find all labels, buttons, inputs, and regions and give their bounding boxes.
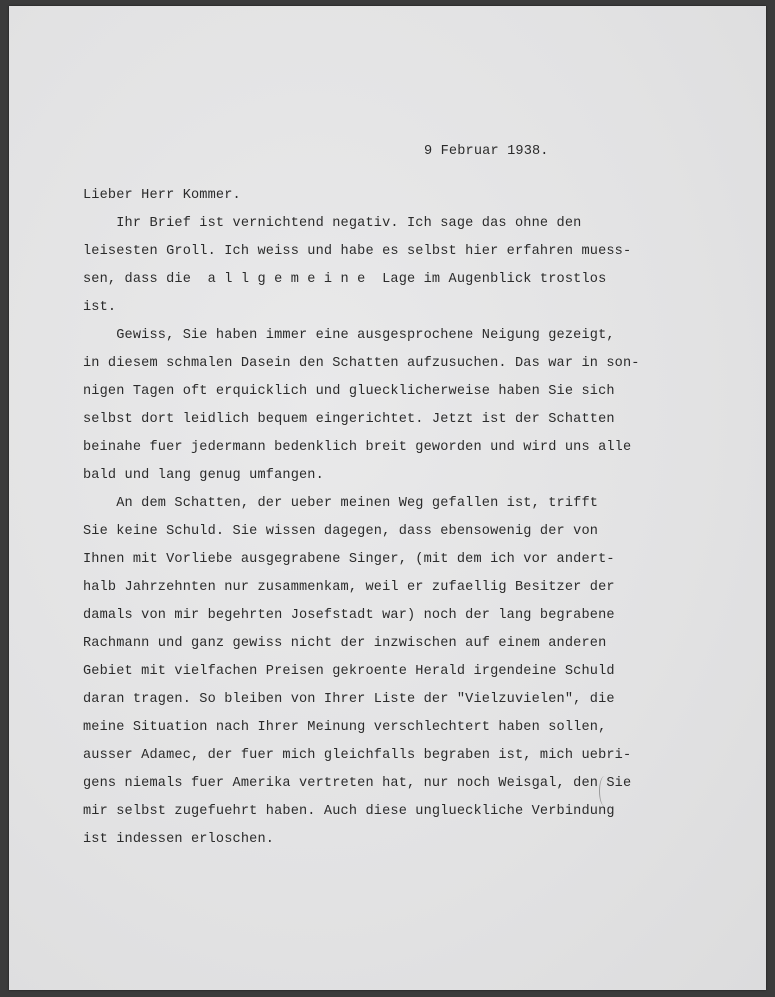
text-line: Ihnen mit Vorliebe ausgegrabene Singer, (mit dem ich vor andert- xyxy=(83,552,615,567)
text-line: selbst dort leidlich bequem eingerichtet. Jetzt ist der Schatten xyxy=(83,412,615,427)
text-line: Sie keine Schuld. Sie wissen dagegen, dass ebensowenig der von xyxy=(83,524,599,539)
text-line: An dem Schatten, der ueber meinen Weg gefallen ist, trifft xyxy=(83,496,599,511)
text-line: daran tragen. So bleiben von Ihrer Liste der "Vielzuvielen", die xyxy=(83,692,615,707)
text-line: ist indessen erloschen. xyxy=(83,832,275,847)
text-line: sen, dass die a l l g e m e i n e Lage im Augenblick trostlos xyxy=(83,272,607,287)
text-line: halb Jahrzehnten nur zusammenkam, weil er zufaellig Besitzer der xyxy=(83,580,615,595)
text-line: in diesem schmalen Dasein den Schatten aufzusuchen. Das war in son- xyxy=(83,356,640,371)
text-line: leisesten Groll. Ich weiss und habe es selbst hier erfahren muess- xyxy=(83,244,632,259)
text-line: Gebiet mit vielfachen Preisen gekroente Herald irgendeine Schuld xyxy=(83,664,615,679)
pencil-mark xyxy=(599,776,610,806)
text-line: Gewiss, Sie haben immer eine ausgesprochene Neigung gezeigt, xyxy=(83,328,615,343)
letter-page xyxy=(9,6,766,990)
text-line: Rachmann und ganz gewiss nicht der inzwischen auf einem anderen xyxy=(83,636,607,651)
text-line: beinahe fuer jedermann bedenklich breit geworden und wird uns alle xyxy=(83,440,632,455)
text-line: mir selbst zugefuehrt haben. Auch diese unglueckliche Verbindung xyxy=(83,804,615,819)
text-line: gens niemals fuer Amerika vertreten hat, nur noch Weisgal, den Sie xyxy=(83,776,632,791)
letter-salutation: Lieber Herr Kommer. xyxy=(83,188,241,203)
text-line: ausser Adamec, der fuer mich gleichfalls begraben ist, mich uebri- xyxy=(83,748,632,763)
text-line: bald und lang genug umfangen. xyxy=(83,468,324,483)
text-line: meine Situation nach Ihrer Meinung verschlechtert haben sollen, xyxy=(83,720,607,735)
text-line: Ihr Brief ist vernichtend negativ. Ich sage das ohne den xyxy=(83,216,582,231)
letter-date: 9 Februar 1938. xyxy=(424,144,549,159)
text-line: ist. xyxy=(83,300,117,315)
text-line: damals von mir begehrten Josefstadt war) noch der lang begrabene xyxy=(83,608,615,623)
text-line: nigen Tagen oft erquicklich und gluecklicherweise haben Sie sich xyxy=(83,384,615,399)
